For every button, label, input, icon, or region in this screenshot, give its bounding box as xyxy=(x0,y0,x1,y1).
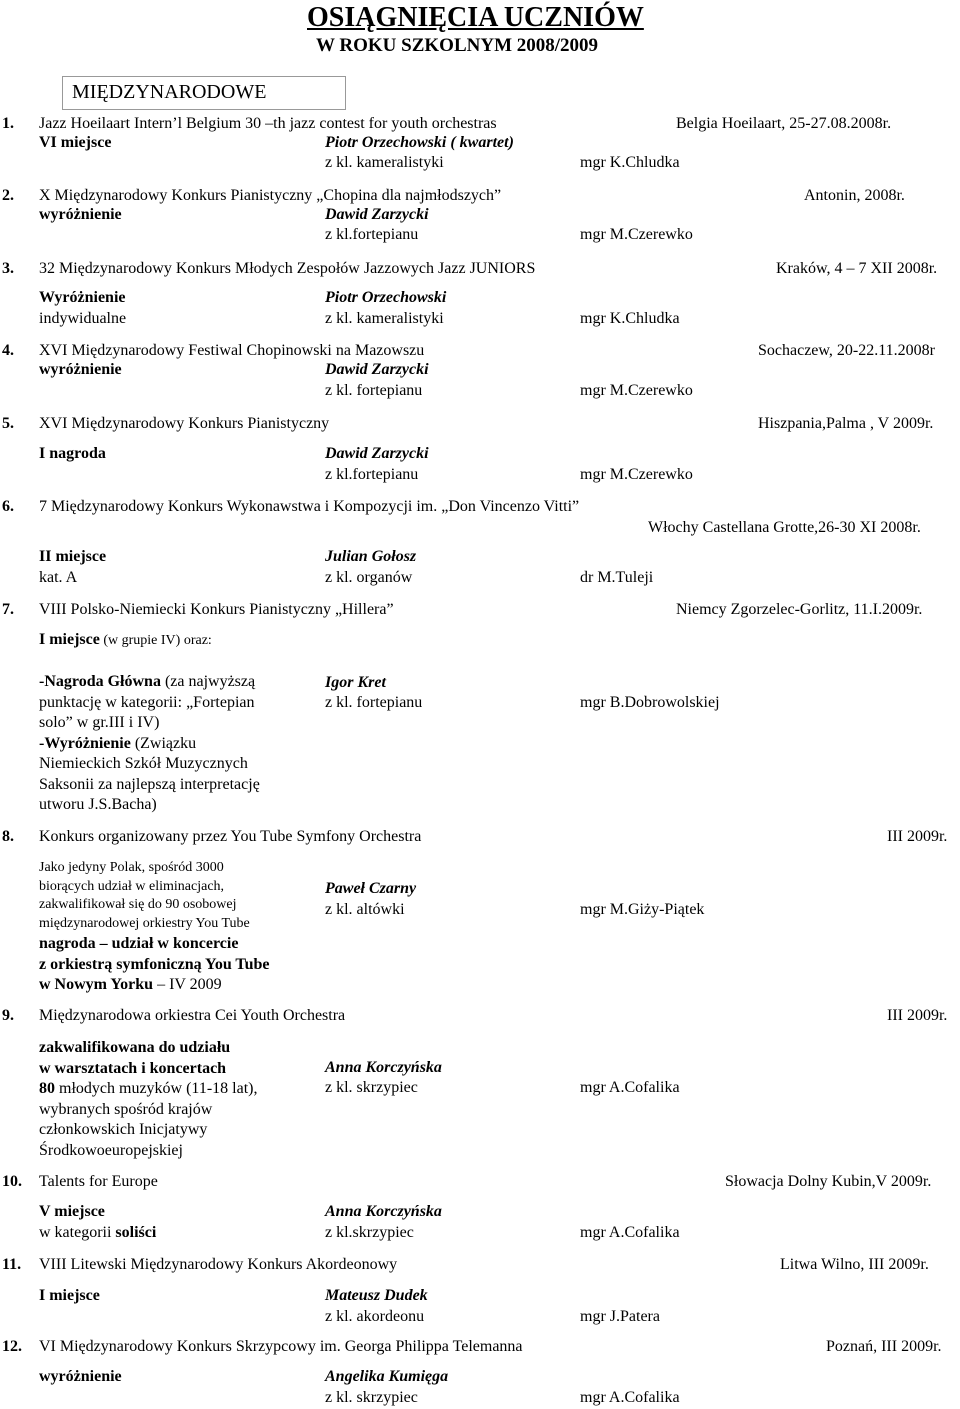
entry-4-teacher: mgr M.Czerewko xyxy=(580,382,693,399)
entry-7-teacher: mgr B.Dobrowolskiej xyxy=(580,694,720,711)
entry-11-teacher: mgr J.Patera xyxy=(580,1308,660,1325)
entry-1-class: z kl. kameralistyki xyxy=(325,154,444,171)
entry-3-title: 32 Międzynarodowy Konkurs Młodych Zespołów Jazzowych Jazz JUNIORS xyxy=(39,260,536,277)
entry-9-desc-line: wybranych spośród krajów xyxy=(39,1100,213,1118)
entry-8-desc-line: biorących udział w eliminacjach, xyxy=(39,878,225,894)
entry-4-award: wyróżnienie xyxy=(39,361,122,378)
page-title: OSIĄGNIĘCIA UCZNIÓW xyxy=(307,2,644,33)
entry-11-class: z kl. akordeonu xyxy=(325,1308,425,1325)
entry-2-place: Antonin, 2008r. xyxy=(804,187,905,204)
entry-12-place: Poznań, III 2009r. xyxy=(826,1338,942,1355)
entry-8-award xyxy=(39,934,270,996)
entry-9-student: Anna Korczyńska xyxy=(325,1059,442,1076)
entry-1-place: Belgia Hoeilaart, 25-27.08.2008r. xyxy=(676,115,892,132)
entry-10-place: Słowacja Dolny Kubin,V 2009r. xyxy=(725,1173,932,1190)
entry-8-award-line: nagroda – udział w koncercie xyxy=(39,935,239,952)
entry-12-class: z kl. skrzypiec xyxy=(325,1389,418,1406)
entry-7-student: Igor Kret xyxy=(325,674,386,691)
entry-3-class: z kl. kameralistyki xyxy=(325,310,444,327)
entry-6-title: 7 Międzynarodowy Konkurs Wykonawstwa i Kompozycji im. „Don Vincenzo Vitti” xyxy=(39,498,580,515)
entry-1-title: Jazz Hoeilaart Intern’l Belgium 30 –th jazz contest for youth orchestras xyxy=(39,115,497,132)
entry-4-number: 4. xyxy=(2,342,14,359)
entry-1-student: Piotr Orzechowski ( kwartet) xyxy=(325,134,514,151)
entry-7-award-note: (w grupie IV) oraz: xyxy=(99,633,212,648)
entry-5-place: Hiszpania,Palma , V 2009r. xyxy=(758,415,934,432)
entry-12-award: wyróżnienie xyxy=(39,1368,122,1385)
entry-3-teacher: mgr K.Chludka xyxy=(580,310,680,327)
entry-3-place: Kraków, 4 – 7 XII 2008r. xyxy=(776,260,938,277)
entry-9-desc-line: Środkowoeuropejskiej xyxy=(39,1141,183,1159)
entry-5-title: XVI Międzynarodowy Konkurs Pianistyczny xyxy=(39,415,330,432)
entry-5-teacher: mgr M.Czerewko xyxy=(580,466,693,483)
entry-3-award: Wyróżnienie xyxy=(39,289,126,306)
entry-8-award-line: z orkiestrą symfoniczną You Tube xyxy=(39,955,270,973)
entry-3-student: Piotr Orzechowski xyxy=(325,289,447,306)
entry-8-class: z kl. altówki xyxy=(325,901,405,918)
entry-7-award: I miejsce xyxy=(39,631,100,648)
entry-6-student: Julian Gołosz xyxy=(325,548,417,565)
entry-4-class: z kl. fortepianu xyxy=(325,382,423,399)
section-heading: MIĘDZYNARODOWE xyxy=(72,81,267,103)
entry-7-desc-line: Saksonii za najlepszą interpretację xyxy=(39,775,260,793)
entry-4-place: Sochaczew, 20-22.11.2008r xyxy=(758,342,935,359)
entry-8-desc-line: zakwalifikował się do 90 osobowej xyxy=(39,897,237,912)
entry-8-desc-line: Jako jedyny Polak, spośród 3000 xyxy=(39,860,224,875)
entry-7-description xyxy=(39,672,260,816)
entry-11-place: Litwa Wilno, III 2009r. xyxy=(780,1256,929,1273)
entry-1-award: VI miejsce xyxy=(39,134,112,151)
page-subtitle: W ROKU SZKOLNYM 2008/2009 xyxy=(316,35,599,56)
entry-11-title: VIII Litewski Międzynarodowy Konkurs Akordeonowy xyxy=(39,1256,398,1273)
entry-6-award: II miejsce xyxy=(39,548,107,565)
entry-9-class: z kl. skrzypiec xyxy=(325,1079,418,1096)
entry-3-number: 3. xyxy=(2,260,14,277)
entry-12-student: Angelika Kumięga xyxy=(325,1368,449,1385)
entry-9-teacher: mgr A.Cofalika xyxy=(580,1079,680,1096)
entry-9-description xyxy=(39,1038,257,1161)
entry-10-class: z kl.skrzypiec xyxy=(325,1224,414,1241)
entry-9-desc-line: zakwalifikowana do udziału xyxy=(39,1039,231,1056)
entry-2-student: Dawid Zarzycki xyxy=(325,206,429,223)
entry-2-title: X Międzynarodowy Konkurs Pianistyczny „Chopina dla najmłodszych” xyxy=(39,187,502,204)
entry-9-desc-line: w warsztatach i koncertach xyxy=(39,1059,227,1077)
entry-6-class: z kl. organów xyxy=(325,569,413,586)
entry-2-teacher: mgr M.Czerewko xyxy=(580,226,693,243)
entry-8-desc-line: międzynarodowej orkiestry You Tube xyxy=(39,915,250,931)
entry-7-class: z kl. fortepianu xyxy=(325,694,423,711)
entry-12-title: VI Międzynarodowy Konkurs Skrzypcowy im. Georga Philippa Telemanna xyxy=(39,1338,523,1355)
entry-7-desc-line: punktację w kategorii: „Fortepian xyxy=(39,693,255,711)
entry-5-class: z kl.fortepianu xyxy=(325,466,419,483)
entry-7-place: Niemcy Zgorzelec-Gorlitz, 11.I.2009r. xyxy=(676,601,923,618)
entry-9-title: Międzynarodowa orkiestra Cei Youth Orchestra xyxy=(39,1007,346,1024)
entry-8-title: Konkurs organizowany przez You Tube Symfony Orchestra xyxy=(39,828,422,845)
entry-10-number: 10. xyxy=(2,1173,22,1190)
entry-11-award: I miejsce xyxy=(39,1287,100,1304)
entry-10-title: Talents for Europe xyxy=(39,1173,158,1190)
entry-7-desc-line: -Nagroda Główna (za najwyższą xyxy=(39,673,256,690)
entry-7-award-line xyxy=(39,632,212,648)
entry-10-category: w kategorii soliści xyxy=(39,1224,157,1241)
entry-1-teacher: mgr K.Chludka xyxy=(580,154,680,171)
entry-6-teacher: dr M.Tuleji xyxy=(580,569,654,586)
entry-8-number: 8. xyxy=(2,828,14,845)
entry-10-student: Anna Korczyńska xyxy=(325,1203,442,1220)
entry-3-award-detail: indywidualne xyxy=(39,310,127,327)
entry-6-award-detail: kat. A xyxy=(39,569,78,586)
entry-8-place: III 2009r. xyxy=(887,828,948,845)
entry-7-desc-line: solo” w gr.III i IV) xyxy=(39,714,160,731)
entry-12-teacher: mgr A.Cofalika xyxy=(580,1389,680,1406)
entry-8-student: Paweł Czarny xyxy=(325,880,417,897)
entry-8-description xyxy=(39,859,250,933)
entry-6-place: Włochy Castellana Grotte,26-30 XI 2008r. xyxy=(648,519,921,536)
entry-7-desc-line: utworu J.S.Bacha) xyxy=(39,796,157,813)
entry-4-title: XVI Międzynarodowy Festiwal Chopinowski na Mazowszu xyxy=(39,342,425,359)
entry-5-number: 5. xyxy=(2,415,14,432)
entry-2-class: z kl.fortepianu xyxy=(325,226,419,243)
entry-5-student: Dawid Zarzycki xyxy=(325,445,429,462)
entry-4-student: Dawid Zarzycki xyxy=(325,361,429,378)
entry-5-award: I nagroda xyxy=(39,445,106,462)
entry-9-place: III 2009r. xyxy=(887,1007,948,1024)
entry-9-desc-line: 80 młodych muzyków (11-18 lat), xyxy=(39,1080,258,1097)
entry-11-student: Mateusz Dudek xyxy=(325,1287,428,1304)
entry-7-number: 7. xyxy=(2,601,14,618)
entry-1-number: 1. xyxy=(2,115,14,132)
entry-2-number: 2. xyxy=(2,187,14,204)
entry-7-desc-line: Niemieckich Szkół Muzycznych xyxy=(39,755,248,772)
entry-12-number: 12. xyxy=(2,1338,22,1355)
entry-9-number: 9. xyxy=(2,1007,14,1024)
entry-2-award: wyróżnienie xyxy=(39,206,122,223)
entry-10-teacher: mgr A.Cofalika xyxy=(580,1224,680,1241)
entry-9-desc-line: członkowskich Inicjatywy xyxy=(39,1121,208,1138)
entry-8-teacher: mgr M.Giży-Piątek xyxy=(580,901,705,918)
entry-10-award: V miejsce xyxy=(39,1203,105,1220)
entry-8-award-line: w Nowym Yorku – IV 2009 xyxy=(39,976,222,993)
entry-6-number: 6. xyxy=(2,498,14,515)
entry-11-number: 11. xyxy=(2,1256,22,1273)
entry-7-title: VIII Polsko-Niemiecki Konkurs Pianistyczny „Hillera” xyxy=(39,601,394,618)
entry-7-desc-line: -Wyróżnienie (Związku xyxy=(39,734,197,752)
